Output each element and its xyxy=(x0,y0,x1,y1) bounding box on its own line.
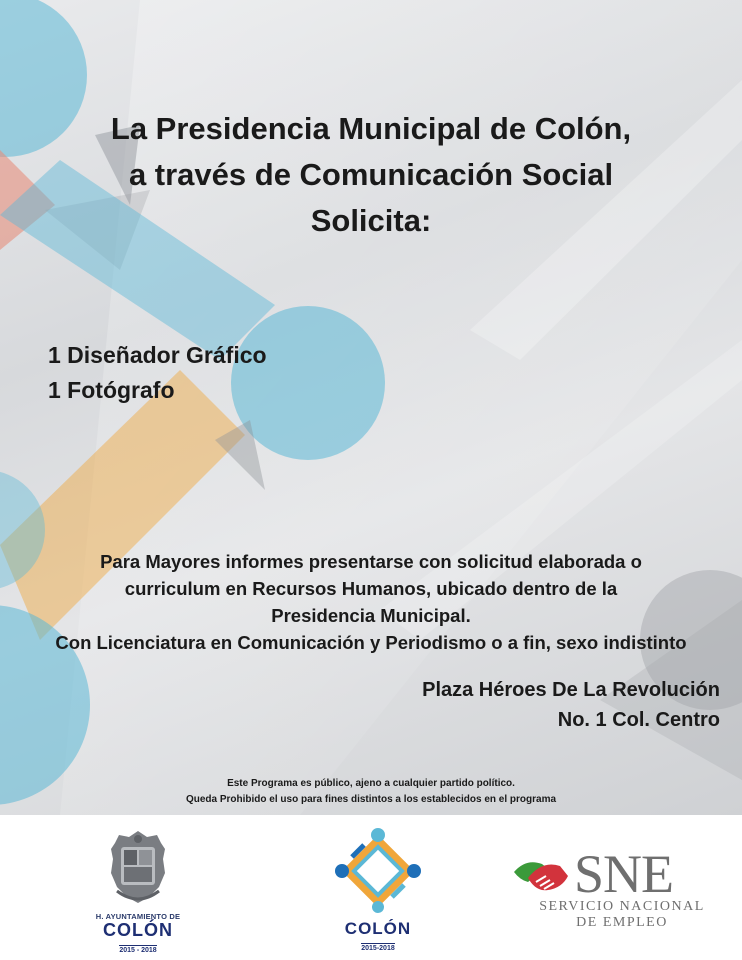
handshake-icon xyxy=(512,852,570,896)
ayuntamiento-caption: H. AYUNTAMIENTO DE xyxy=(95,912,181,921)
coat-of-arms-icon xyxy=(107,829,169,905)
sne-logo xyxy=(512,844,712,931)
address-line-2: No. 1 Col. Centro xyxy=(557,709,720,731)
info-line-2: curriculum en Recursos Humanos, ubicado dentro de la xyxy=(124,578,618,599)
info-line-4: Con Licenciatura en Comunicación y Periodismo o a fin, sexo indistinto xyxy=(55,632,687,653)
address-line-1: Plaza Héroes De La Revolución xyxy=(422,679,720,701)
job-positions-list xyxy=(48,338,267,408)
application-info xyxy=(0,548,742,656)
info-line-1: Para Mayores informes presentarse con solicitud elaborada o xyxy=(100,551,642,572)
info-line-3: Presidencia Municipal. xyxy=(271,605,471,626)
ayuntamiento-name: COLÓN xyxy=(103,920,173,940)
ayuntamiento-years: 2015 - 2018 xyxy=(119,947,157,954)
colon-logo xyxy=(326,827,430,955)
colon-logo-icon xyxy=(334,827,422,913)
job-position-photographer: 1 Fotógrafo xyxy=(48,377,175,403)
disclaimer-line-2: Queda Prohibido el uso para fines distintos a los establecidos en el programa xyxy=(185,794,557,805)
sne-line-1: SERVICIO NACIONAL xyxy=(539,899,705,914)
disclaimer-line-1: Este Programa es público, ajeno a cualquier partido político. xyxy=(227,778,515,789)
colon-years: 2015-2018 xyxy=(361,945,395,952)
colon-name: COLÓN xyxy=(344,919,412,938)
sne-letters: SNE xyxy=(574,844,674,904)
address-block xyxy=(422,675,720,735)
footer-logos xyxy=(0,815,742,960)
job-position-designer: 1 Diseñador Gráfico xyxy=(48,342,267,368)
ayuntamiento-logo xyxy=(88,829,188,957)
sne-line-2: DE EMPLEO xyxy=(576,915,668,930)
page-title xyxy=(0,106,742,244)
title-line-2: a través de Comunicación Social xyxy=(128,157,614,192)
program-disclaimer xyxy=(0,776,742,808)
title-line-1: La Presidencia Municipal de Colón, xyxy=(110,111,632,146)
title-line-3: Solicita: xyxy=(310,203,432,238)
